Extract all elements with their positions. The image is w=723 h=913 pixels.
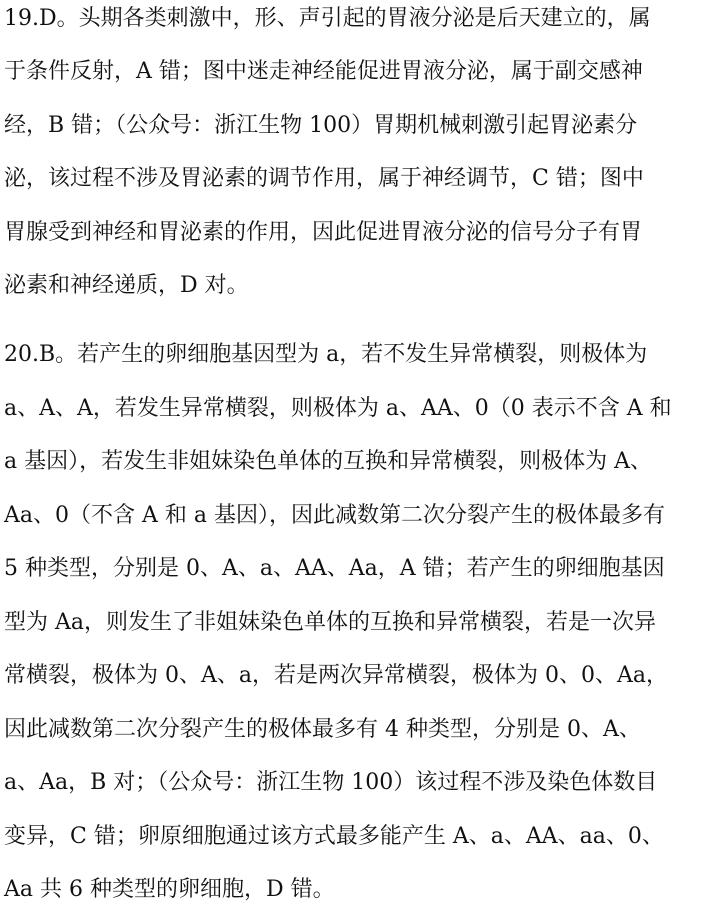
paragraph-line: 变异，C 错；卵原细胞通过该方式最多能产生 A、a、AA、aa、0、 — [4, 824, 664, 849]
paragraph-line: 因此减数第二次分裂产生的极体最多有 4 种类型，分别是 0、A、 — [4, 717, 641, 742]
paragraph-line: 泌，该过程不涉及胃泌素的调节作用，属于神经调节，C 错；图中 — [4, 166, 644, 191]
paragraph-line: a、A、A，若发生异常横裂，则极体为 a、AA、0（0 表示不含 A 和 — [4, 396, 672, 421]
paragraph-line: 20.B。若产生的卵细胞基因型为 a，若不发生异常横裂，则极体为 — [4, 342, 648, 367]
paragraph-line: 泌素和神经递质，D 对。 — [4, 273, 249, 298]
paragraph-line: a、Aa，B 对；（公众号：浙江生物 100）该过程不涉及染色体数目 — [4, 770, 658, 795]
paragraph-line: 19.D。头期各类刺激中，形、声引起的胃液分泌是后天建立的，属 — [4, 6, 651, 31]
paragraph-line: 胃腺受到神经和胃泌素的作用，因此促进胃液分泌的信号分子有胃 — [4, 220, 643, 245]
paragraph-line: Aa 共 6 种类型的卵细胞，D 错。 — [4, 877, 335, 902]
paragraph-line: 型为 Aa，则发生了非姐妹染色单体的互换和异常横裂，若是一次异 — [4, 610, 656, 635]
paragraph-line: 5 种类型，分别是 0、A、a、AA、Aa，A 错；若产生的卵细胞基因 — [4, 556, 665, 581]
paragraph-line: 常横裂，极体为 0、A、a，若是两次异常横裂，极体为 0、0、Aa， — [4, 663, 668, 688]
paragraph-line: 经，B 错；（公众号：浙江生物 100）胃期机械刺激引起胃泌素分 — [4, 113, 638, 138]
paragraph-line: 于条件反射，A 错；图中迷走神经能促进胃液分泌，属于副交感神 — [4, 59, 643, 84]
paragraph-line: Aa、0（不含 A 和 a 基因），因此减数第二次分裂产生的极体最多有 — [4, 503, 665, 528]
paragraph-line: a 基因），若发生非姐妹染色单体的互换和异常横裂，则极体为 A、 — [4, 449, 652, 474]
